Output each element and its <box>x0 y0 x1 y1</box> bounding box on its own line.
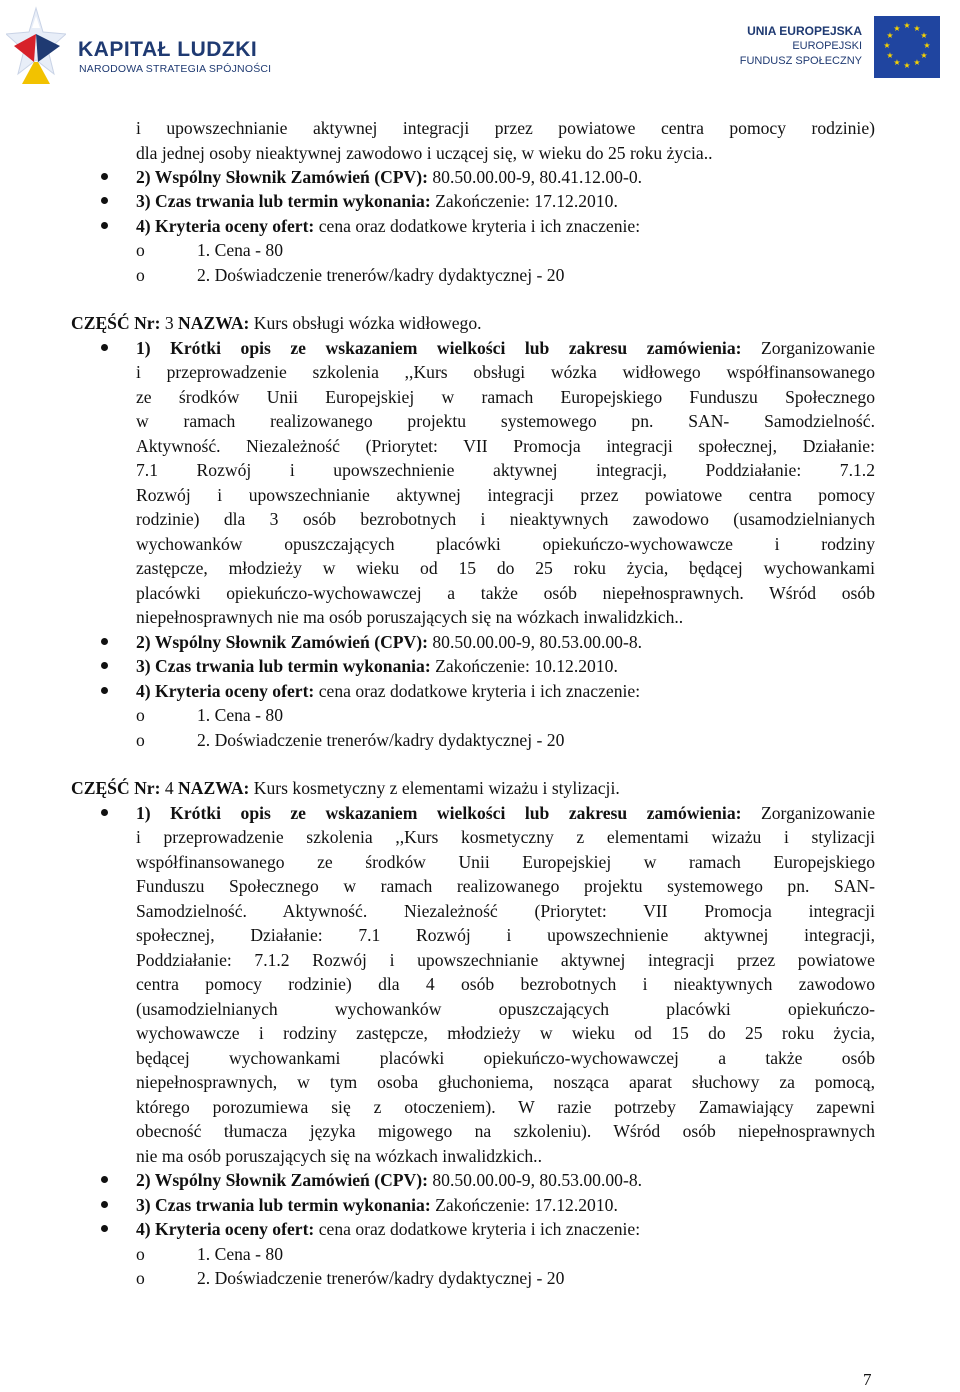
svg-text:★: ★ <box>903 21 911 30</box>
paragraph-line: nie ma osób poruszających się na wózkach inwalidzkich.. <box>136 1146 542 1166</box>
paragraph-line: będącej wychowankami placówki opiekuńczo-wychowawczej a także osób <box>136 1048 875 1068</box>
bullet-icon <box>101 173 108 180</box>
sub-list-item: 2. Doświadczenie trenerów/kadry dydaktycznej - 20 <box>197 730 565 750</box>
svg-text:★: ★ <box>893 58 901 67</box>
list-item: 2) Wspólny Słownik Zamówień (CPV): 80.50.00.00-9, 80.53.00.00-8. <box>136 1170 643 1190</box>
paragraph-line: placówki opiekuńczo-wychowawczej a także osób niepełnosprawnych. Wśród osób <box>136 583 875 603</box>
svg-text:★: ★ <box>920 31 928 40</box>
kapital-ludzki-title: KAPITAŁ LUDZKI <box>78 38 258 61</box>
bullet-icon <box>101 222 108 229</box>
svg-text:★: ★ <box>923 41 931 50</box>
kapital-ludzki-logo <box>6 6 286 88</box>
paragraph-line: niepełnosprawnych, w tym osoba głuchoniema, nosząca aparat słuchowy za pomocą, <box>136 1072 875 1092</box>
circle-bullet-icon: o <box>136 240 145 260</box>
paragraph-line: centra pomocy rodzinie) dla 4 osób bezrobotnych i nieaktywnych zawodowo <box>136 974 875 994</box>
list-item: 3) Czas trwania lub termin wykonania: Zakończenie: 17.12.2010. <box>136 191 618 211</box>
svg-text:★: ★ <box>920 51 928 60</box>
page-header <box>0 0 960 92</box>
paragraph-line: (usamodzielnianych wychowanków opuszczających placówki opiekuńczo- <box>136 999 875 1019</box>
list-item: 4) Kryteria oceny ofert: cena oraz dodatkowe kryteria i ich znaczenie: <box>136 681 641 701</box>
section-heading-part-3: CZĘŚĆ Nr: 3 NAZWA: Kurs obsługi wózka widłowego. <box>71 313 482 333</box>
paragraph-line: ze środków Unii Europejskiej w ramach Europejskiego Funduszu Społecznego <box>136 387 875 407</box>
svg-text:★: ★ <box>893 24 901 33</box>
paragraph-line: Poddziałanie: 7.1.2 Rozwój i upowszechnianie aktywnej integracji przez powiatowe <box>136 950 875 970</box>
paragraph-line: Samodzielność. Aktywność. Niezależność (Priorytet: VII Promocja integracji <box>136 901 875 921</box>
svg-text:★: ★ <box>913 24 921 33</box>
sub-list-item: 1. Cena - 80 <box>197 705 283 725</box>
bullet-icon <box>101 344 108 351</box>
paragraph-line: i upowszechnianie aktywnej integracji przez powiatowe centra pomocy rodzinie) <box>136 118 875 138</box>
eu-logo-line1: UNIA EUROPEJSKA <box>747 24 862 38</box>
eu-logo-text <box>740 24 862 69</box>
paragraph-line: i przeprowadzenie szkolenia ,,Kurs kosmetyczny z elementami wizażu i stylizacji <box>136 827 875 847</box>
kapital-ludzki-star-icon <box>6 6 66 86</box>
circle-bullet-icon: o <box>136 1268 145 1288</box>
paragraph-line: rodzinie) dla 3 osób bezrobotnych i nieaktywnych zawodowo (usamodzielnianych <box>136 509 875 529</box>
sub-list-item: 2. Doświadczenie trenerów/kadry dydaktycznej - 20 <box>197 1268 565 1288</box>
paragraph-line: współfinansowanego ze środków Unii Europejskiej w ramach Europejskiego <box>136 852 875 872</box>
paragraph-line: Rozwój i upowszechnianie aktywnej integracji przez powiatowe centra pomocy <box>136 485 875 505</box>
paragraph-line: Funduszu Społecznego w ramach realizowanego projektu systemowego pn. SAN- <box>136 876 875 896</box>
list-item: 3) Czas trwania lub termin wykonania: Zakończenie: 17.12.2010. <box>136 1195 618 1215</box>
list-item: 4) Kryteria oceny ofert: cena oraz dodatkowe kryteria i ich znaczenie: <box>136 1219 641 1239</box>
svg-text:★: ★ <box>883 41 891 50</box>
circle-bullet-icon: o <box>136 705 145 725</box>
circle-bullet-icon: o <box>136 265 145 285</box>
list-item: 3) Czas trwania lub termin wykonania: Zakończenie: 10.12.2010. <box>136 656 618 676</box>
paragraph-line: wychowawcze i rodziny zastępcze, młodzieży w wieku od 15 do 25 roku życia, <box>136 1023 875 1043</box>
list-item: 1) Krótki opis ze wskazaniem wielkości lub zakresu zamówienia: Zorganizowanie <box>136 803 875 823</box>
paragraph-line: Aktywność. Niezależność (Priorytet: VII Promocja integracji społecznej, Działanie: <box>136 436 875 456</box>
section-heading-part-4: CZĘŚĆ Nr: 4 NAZWA: Kurs kosmetyczny z elementami wizażu i stylizacji. <box>71 778 620 798</box>
svg-text:★: ★ <box>886 51 894 60</box>
paragraph-line: dla jednej osoby nieaktywnej zawodowo i uczącej się, w wieku do 25 roku życia.. <box>136 143 713 163</box>
circle-bullet-icon: o <box>136 730 145 750</box>
paragraph-line: niepełnosprawnych nie ma osób poruszających się na wózkach inwalidzkich.. <box>136 607 684 627</box>
sub-list-item: 1. Cena - 80 <box>197 1244 283 1264</box>
bullet-icon <box>101 1225 108 1232</box>
eu-logo-line2: EUROPEJSKI <box>792 40 862 52</box>
eu-flag-icon <box>874 16 940 78</box>
paragraph-line: i przeprowadzenie szkolenia ,,Kurs obsługi wózka widłowego współfinansowanego <box>136 362 875 382</box>
paragraph-line: społecznej, Działanie: 7.1 Rozwój i upowszechnienie aktywnej integracji, <box>136 925 875 945</box>
bullet-icon <box>101 809 108 816</box>
list-item: 4) Kryteria oceny ofert: cena oraz dodatkowe kryteria i ich znaczenie: <box>136 216 641 236</box>
circle-bullet-icon: o <box>136 1244 145 1264</box>
list-item: 1) Krótki opis ze wskazaniem wielkości lub zakresu zamówienia: Zorganizowanie <box>136 338 875 358</box>
paragraph-line: 7.1 Rozwój i upowszechnienie aktywnej integracji, Poddziałanie: 7.1.2 <box>136 460 875 480</box>
paragraph-line: wychowanków opuszczających placówki opiekuńczo-wychowawcze i rodziny <box>136 534 875 554</box>
bullet-icon <box>101 687 108 694</box>
list-item: 2) Wspólny Słownik Zamówień (CPV): 80.50.00.00-9, 80.53.00.00-8. <box>136 632 643 652</box>
bullet-icon <box>101 1201 108 1208</box>
sub-list-item: 1. Cena - 80 <box>197 240 283 260</box>
bullet-icon <box>101 662 108 669</box>
svg-text:★: ★ <box>913 58 921 67</box>
kapital-ludzki-subtitle: NARODOWA STRATEGIA SPÓJNOŚCI <box>79 63 272 75</box>
page-number: 7 <box>863 1370 872 1389</box>
list-item: 2) Wspólny Słownik Zamówień (CPV): 80.50.00.00-9, 80.41.12.00-0. <box>136 167 643 187</box>
paragraph-line: w ramach realizowanego projektu systemowego pn. SAN- Samodzielność. <box>136 411 875 431</box>
eu-logo-line3: FUNDUSZ SPOŁECZNY <box>739 55 862 67</box>
bullet-icon <box>101 197 108 204</box>
paragraph-line: którego porozumiewa się z otoczeniem). W razie potrzeby Zamawiający zapewni <box>136 1097 875 1117</box>
sub-list-item: 2. Doświadczenie trenerów/kadry dydaktycznej - 20 <box>197 265 565 285</box>
svg-text:★: ★ <box>903 61 911 70</box>
bullet-icon <box>101 638 108 645</box>
paragraph-line: obecność tłumacza języka migowego na szkoleniu). Wśród osób niepełnosprawnych <box>136 1121 875 1141</box>
paragraph-line: zastępcze, młodzieży w wieku od 15 do 25 roku życia, będącej wychowankami <box>136 558 875 578</box>
svg-text:★: ★ <box>886 31 894 40</box>
eu-logo <box>730 16 940 80</box>
bullet-icon <box>101 1176 108 1183</box>
